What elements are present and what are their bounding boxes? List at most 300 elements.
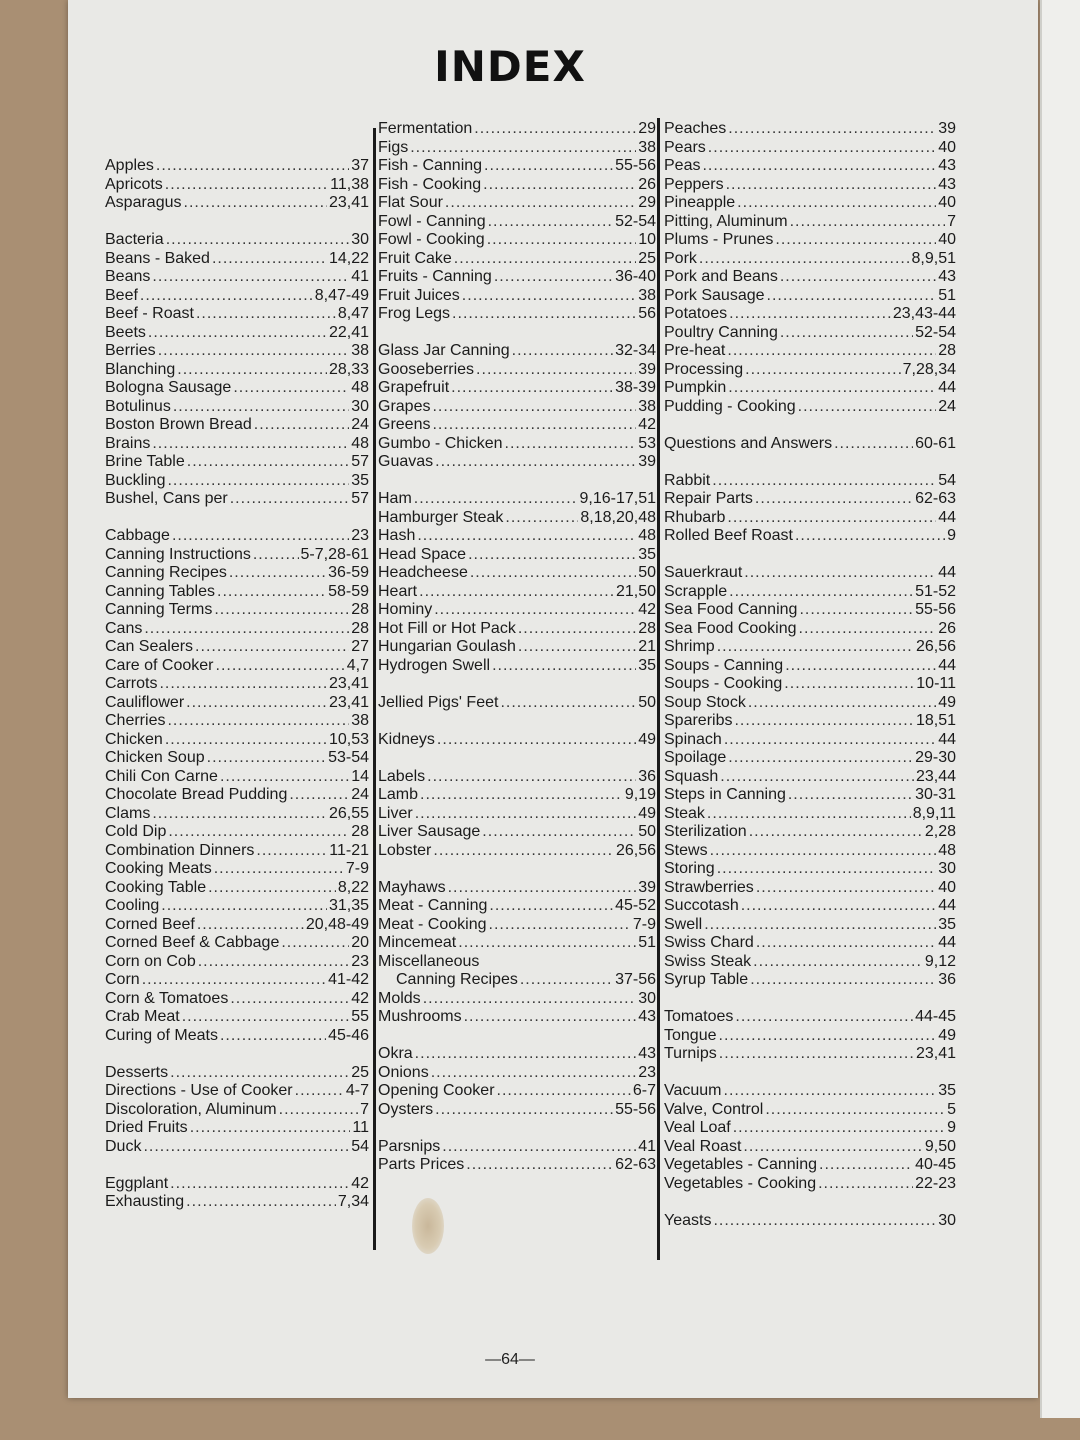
index-page-ref: 51-52: [915, 582, 956, 600]
leader-dots: [488, 213, 613, 232]
leader-dots: [229, 564, 326, 583]
index-page-ref: 36: [938, 971, 956, 988]
leader-dots: [434, 601, 636, 620]
leader-dots: [500, 694, 636, 713]
index-entry: [105, 1119, 369, 1138]
leader-dots: [177, 361, 327, 380]
index-entry: [664, 583, 956, 602]
leader-dots: [156, 157, 349, 176]
index-page-ref: 23,41: [328, 693, 369, 711]
index-term: Gooseberries: [378, 360, 475, 378]
leader-dots: [435, 1101, 613, 1120]
index-page-ref: 40-45: [915, 1156, 956, 1173]
index-term: Succotash: [664, 897, 739, 914]
leader-dots: [166, 231, 350, 250]
index-page-ref: 28: [351, 601, 369, 618]
index-term: Okra: [378, 1045, 413, 1062]
index-term: Chili Con Carne: [105, 767, 218, 785]
index-page-ref: 8,18,20,48: [580, 508, 656, 526]
column-divider-2: [657, 118, 660, 1260]
leader-dots: [415, 1045, 637, 1064]
index-page-ref: 51: [638, 934, 656, 951]
index-gap: [378, 860, 656, 879]
leader-dots: [484, 157, 613, 176]
index-page-ref: 23,43-44: [892, 305, 956, 322]
index-entry: [378, 361, 656, 380]
index-term: Desserts: [105, 1063, 169, 1081]
index-term: Pork Sausage: [664, 286, 765, 304]
index-page-ref: 4-7: [345, 1082, 369, 1099]
index-term: Scrapple: [664, 582, 728, 600]
index-entry: [378, 250, 656, 269]
index-term: Canning Recipes: [396, 971, 518, 988]
index-term: Brains: [105, 434, 151, 452]
index-page-ref: 8,47: [337, 305, 369, 322]
index-term: Hydrogen Swell: [378, 656, 491, 674]
index-term: Miscellaneous: [378, 952, 480, 970]
index-page-ref: 62-63: [915, 490, 956, 507]
index-entry: [105, 971, 369, 990]
index-page-ref: 38: [351, 712, 369, 729]
index-entry: [105, 786, 369, 805]
index-term: Soup Stock: [664, 693, 746, 711]
leader-dots: [419, 583, 614, 602]
index-entry: [105, 638, 369, 657]
index-gap: [664, 1193, 956, 1212]
index-term: Corned Beef: [105, 915, 195, 933]
index-entry: [105, 287, 369, 306]
index-gap: [378, 324, 656, 343]
index-page-ref: 38: [638, 397, 656, 415]
index-term: Stews: [664, 841, 708, 859]
leader-dots: [713, 1212, 936, 1231]
index-entry: [105, 1101, 369, 1120]
leader-dots: [195, 638, 349, 657]
index-page-ref: 20,48-49: [305, 915, 369, 933]
index-term: Canning Tables: [105, 582, 216, 600]
index-term: Onions: [378, 1063, 429, 1081]
index-term: Storing: [664, 860, 715, 877]
index-term: Cooking Meats: [105, 860, 212, 877]
index-page-ref: 44: [938, 934, 956, 951]
index-term: Turnips: [664, 1045, 717, 1062]
leader-dots: [415, 805, 637, 824]
leader-dots: [186, 694, 327, 713]
index-entry: [105, 250, 369, 269]
index-entry: [664, 842, 956, 861]
index-entry: [105, 657, 369, 676]
index-term: Sterilization: [664, 823, 747, 840]
index-entry: [664, 786, 956, 805]
leader-dots: [214, 601, 349, 620]
index-term: Pudding - Cooking: [664, 397, 796, 415]
leader-dots: [254, 416, 349, 435]
page-stain: [412, 1198, 444, 1254]
index-page-ref: 9: [947, 527, 956, 544]
index-term: Peppers: [664, 175, 724, 193]
index-page-ref: 35: [351, 471, 369, 489]
index-page-ref: 31,35: [328, 897, 369, 914]
index-entry: [378, 823, 656, 842]
leader-dots: [819, 1156, 913, 1175]
index-gap: [105, 120, 369, 139]
leader-dots: [707, 805, 911, 824]
index-term: Curing of Meats: [105, 1026, 218, 1044]
index-entry: [378, 379, 656, 398]
index-page-ref: 51: [938, 286, 956, 304]
index-gap: [105, 213, 369, 232]
index-entry: [105, 268, 369, 287]
leader-dots: [753, 953, 923, 972]
index-page-ref: 9,19: [624, 786, 656, 803]
leader-dots: [518, 620, 636, 639]
leader-dots: [144, 620, 349, 639]
index-page-ref: 7,28,34: [902, 360, 956, 378]
leader-dots: [749, 823, 923, 842]
index-entry: [105, 990, 369, 1009]
leader-dots: [784, 675, 914, 694]
index-page-ref: 11,38: [330, 175, 369, 193]
index-entry: [378, 1008, 656, 1027]
leader-dots: [726, 176, 937, 195]
leader-dots: [170, 1175, 349, 1194]
index-term: Cold Dip: [105, 823, 167, 840]
index-entry: [105, 601, 369, 620]
leader-dots: [173, 398, 349, 417]
leader-dots: [505, 435, 637, 454]
leader-dots: [423, 990, 637, 1009]
index-term: Oysters: [378, 1100, 434, 1118]
leader-dots: [468, 546, 636, 565]
index-term: Fruit Juices: [378, 286, 460, 304]
index-entry: [664, 953, 956, 972]
index-term: Steps in Canning: [664, 786, 786, 803]
index-page-ref: 22,41: [328, 323, 369, 341]
leader-dots: [717, 638, 914, 657]
leader-dots: [451, 379, 613, 398]
leader-dots: [750, 971, 936, 990]
index-page-ref: 43: [638, 1045, 656, 1062]
index-term: Cooking Table: [105, 878, 207, 896]
leader-dots: [518, 638, 636, 657]
index-page-ref: 7: [947, 212, 956, 230]
index-entry: [105, 916, 369, 935]
index-page-ref: 29: [638, 194, 656, 211]
index-term: Liver Sausage: [378, 823, 481, 840]
index-term: Duck: [105, 1137, 142, 1155]
index-term: Pork: [664, 249, 697, 267]
index-term: Cooling: [105, 897, 160, 914]
index-page-ref: 8,22: [337, 878, 369, 896]
leader-dots: [214, 860, 344, 879]
index-page-ref: 35: [638, 545, 656, 563]
leader-dots: [198, 953, 349, 972]
index-entry: [105, 176, 369, 195]
leader-dots: [167, 712, 349, 731]
index-term: Shrimp: [664, 638, 715, 655]
index-term: Dried Fruits: [105, 1119, 188, 1136]
leader-dots: [748, 694, 936, 713]
index-page-ref: 8,9,11: [912, 804, 956, 822]
index-entry: [664, 675, 956, 694]
leader-dots: [427, 768, 636, 787]
index-term: Care of Cooker: [105, 656, 214, 674]
index-term: Peas: [664, 157, 701, 174]
leader-dots: [482, 823, 636, 842]
index-term: Asparagus: [105, 194, 182, 211]
index-term: Chicken Soup: [105, 749, 205, 766]
index-entry: [105, 953, 369, 972]
leader-dots: [289, 786, 349, 805]
index-gap: [105, 1045, 369, 1064]
leader-dots: [140, 287, 313, 306]
index-gap: [378, 1119, 656, 1138]
leader-dots: [207, 749, 326, 768]
index-term: Molds: [378, 989, 421, 1007]
index-entry: [664, 324, 956, 343]
index-entry: [664, 268, 956, 287]
index-term: Gumbo - Chicken: [378, 434, 503, 452]
index-page-ref: 23,41: [328, 675, 369, 692]
index-term: Fruits - Canning: [378, 268, 492, 285]
index-term: Mushrooms: [378, 1008, 462, 1025]
index-term: Lamb: [378, 786, 419, 803]
index-column-2: [378, 120, 656, 1175]
index-page-ref: 36: [638, 767, 656, 785]
index-page-ref: 43: [938, 268, 956, 285]
leader-dots: [818, 1175, 913, 1194]
index-entry: [378, 546, 656, 565]
index-entry: [378, 268, 656, 287]
index-page-ref: 5: [947, 1100, 956, 1118]
index-entry: [664, 1027, 956, 1046]
index-term: Hamburger Steak: [378, 508, 504, 526]
index-entry: [378, 879, 656, 898]
index-page-ref: 55-56: [615, 157, 656, 174]
index-entry: [664, 934, 956, 953]
index-entry: [664, 287, 956, 306]
index-page-ref: 49: [638, 804, 656, 822]
index-entry: [664, 194, 956, 213]
index-entry: [105, 490, 369, 509]
index-term: Syrup Table: [664, 971, 749, 988]
index-term: Blanching: [105, 360, 176, 378]
leader-dots: [220, 1027, 326, 1046]
leader-dots: [216, 657, 345, 676]
index-entry: [664, 1101, 956, 1120]
index-entry: [378, 1101, 656, 1120]
leader-dots: [256, 842, 327, 861]
index-entry: [664, 472, 956, 491]
leader-dots: [452, 305, 636, 324]
leader-dots: [474, 120, 636, 139]
index-entry: [105, 694, 369, 713]
index-entry: [378, 805, 656, 824]
index-entry: [664, 1156, 956, 1175]
index-entry: [105, 324, 369, 343]
index-page-ref: 45-46: [328, 1026, 369, 1044]
index-entry: [105, 342, 369, 361]
index-page-ref: 55-56: [615, 1100, 656, 1118]
index-term: Fowl - Cooking: [378, 231, 485, 248]
index-term: Beans: [105, 268, 151, 285]
index-entry: [664, 398, 956, 417]
index-term: Corn on Cob: [105, 952, 196, 970]
leader-dots: [767, 287, 937, 306]
leader-dots: [414, 490, 578, 509]
index-term: Fish - Canning: [378, 157, 483, 174]
index-term: Heart: [378, 582, 418, 600]
index-page-ref: 41-42: [328, 971, 369, 988]
index-term: Mayhaws: [378, 878, 446, 896]
leader-dots: [167, 472, 349, 491]
index-entry: [105, 768, 369, 787]
index-page-ref: 40: [938, 194, 956, 211]
index-page-ref: 28,33: [328, 360, 369, 378]
index-entry: [664, 213, 956, 232]
index-entry: [664, 435, 956, 454]
index-page-ref: 56: [638, 305, 656, 322]
index-entry: [378, 453, 656, 472]
index-page-ref: 44: [938, 564, 956, 581]
index-entry: [664, 694, 956, 713]
index-term: Hungarian Goulash: [378, 638, 516, 655]
index-entry: [664, 379, 956, 398]
index-gap: [105, 139, 369, 158]
leader-dots: [148, 324, 327, 343]
index-page-ref: 32-34: [615, 342, 656, 359]
index-term: Directions - Use of Cooker: [105, 1082, 293, 1099]
index-page-ref: 23: [351, 952, 369, 970]
index-entry: [664, 1008, 956, 1027]
index-term: Combination Dinners: [105, 841, 255, 859]
index-term: Fruit Cake: [378, 249, 452, 267]
index-page-ref: 24: [351, 416, 369, 433]
leader-dots: [520, 971, 613, 990]
index-gap: [378, 472, 656, 491]
leader-dots: [208, 879, 336, 898]
leader-dots: [431, 1064, 637, 1083]
index-page-ref: 50: [638, 693, 656, 711]
index-page-ref: 49: [938, 693, 956, 711]
index-entry: [105, 879, 369, 898]
index-page-ref: 28: [638, 619, 656, 637]
leader-dots: [712, 472, 936, 491]
index-term: Spoilage: [664, 749, 727, 766]
leader-dots: [727, 509, 936, 528]
index-page-ref: 57: [351, 490, 369, 507]
leader-dots: [182, 1008, 350, 1027]
index-page-ref: 30: [638, 989, 656, 1007]
column-divider-1: [373, 128, 376, 1250]
index-page-ref: 48: [638, 527, 656, 544]
leader-dots: [755, 490, 913, 509]
index-term: Spinach: [664, 730, 722, 748]
index-term: Pineapple: [664, 194, 736, 211]
index-term: Vegetables - Canning: [664, 1156, 817, 1173]
index-entry: [105, 546, 369, 565]
index-term: Sea Food Canning: [664, 601, 798, 618]
index-page-ref: 55: [351, 1008, 369, 1025]
index-term: Grapes: [378, 397, 431, 415]
leader-dots: [220, 768, 349, 787]
index-gap: [664, 1064, 956, 1083]
leader-dots: [165, 176, 328, 195]
index-page-ref: 27: [351, 638, 369, 655]
index-page-ref: 26,56: [615, 841, 656, 859]
index-entry: [664, 1119, 956, 1138]
index-entry: [378, 120, 656, 139]
index-term: Rolled Beef Roast: [664, 527, 793, 544]
leader-dots: [728, 379, 936, 398]
index-page-ref: 48: [938, 841, 956, 859]
leader-dots: [466, 1156, 613, 1175]
index-entry: [664, 749, 956, 768]
index-page-ref: 25: [638, 249, 656, 267]
index-entry: [664, 1045, 956, 1064]
index-entry: [105, 675, 369, 694]
index-term: Valve, Control: [664, 1100, 764, 1118]
leader-dots: [780, 268, 936, 287]
index-page-ref: 7,34: [337, 1193, 369, 1210]
leader-dots: [724, 731, 936, 750]
index-page-ref: 7-9: [632, 915, 656, 933]
leader-dots: [788, 786, 913, 805]
index-term: Clams: [105, 804, 151, 822]
index-term: Beans - Baked: [105, 249, 210, 267]
index-gap: [378, 712, 656, 731]
index-entry: [378, 971, 656, 990]
leader-dots: [152, 435, 349, 454]
index-term: Canning Instructions: [105, 545, 251, 563]
index-page-ref: 8,9,51: [911, 249, 956, 267]
leader-dots: [190, 1119, 351, 1138]
index-page-ref: 48: [351, 434, 369, 452]
index-term: Mincemeat: [378, 934, 457, 951]
index-term: Buckling: [105, 471, 166, 489]
leader-dots: [230, 490, 349, 509]
index-entry: [378, 1156, 656, 1175]
index-entry: [664, 1082, 956, 1101]
leader-dots: [790, 213, 945, 232]
index-page-ref: 28: [351, 619, 369, 637]
index-entry: [105, 361, 369, 380]
index-entry: [378, 1064, 656, 1083]
leader-dots: [159, 675, 327, 694]
index-entry: [105, 583, 369, 602]
leader-dots: [756, 879, 936, 898]
index-entry: [105, 564, 369, 583]
index-entry: [378, 1082, 656, 1101]
index-page-ref: 40: [938, 138, 956, 156]
leader-dots: [765, 1101, 945, 1120]
index-term: Fermentation: [378, 120, 473, 137]
index-page-ref: 30: [938, 1211, 956, 1229]
index-term: Swiss Steak: [664, 952, 752, 970]
index-term: Jellied Pigs' Feet: [378, 693, 499, 711]
leader-dots: [799, 620, 937, 639]
index-page-ref: 25: [351, 1063, 369, 1081]
index-page-ref: 30: [351, 231, 369, 248]
index-entry: [664, 120, 956, 139]
leader-dots: [448, 879, 637, 898]
index-page-ref: 8,47-49: [314, 286, 369, 304]
index-entry: [105, 472, 369, 491]
index-page-ref: 18,51: [915, 712, 956, 729]
index-term: Pitting, Aluminum: [664, 212, 788, 230]
index-entry: [664, 657, 956, 676]
leader-dots: [233, 379, 349, 398]
